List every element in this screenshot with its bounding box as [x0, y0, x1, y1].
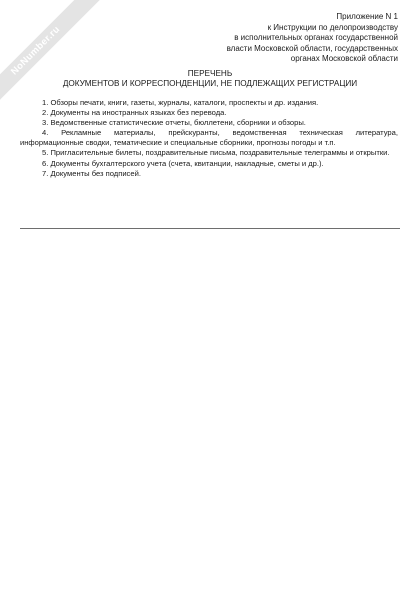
list-item: 7. Документы без подписей.	[42, 168, 141, 178]
appendix-line: власти Московской области, государственных	[226, 43, 398, 53]
watermark-banner: NoNumber.ru	[0, 0, 106, 124]
list-item: 5. Пригласительные билеты, поздравительные письма, поздравительные телеграммы и открытки.	[42, 148, 390, 158]
appendix-line: органах Московской области	[290, 54, 398, 64]
document-heading	[20, 69, 400, 90]
heading-subtitle: ДОКУМЕНТОВ И КОРРЕСПОНДЕНЦИИ, НЕ ПОДЛЕЖАЩИХ РЕГИСТРАЦИИ	[62, 79, 358, 89]
list-item: 1. Обзоры печати, книги, газеты, журналы, каталоги, проспекты и др. издания.	[42, 98, 319, 107]
heading-title: ПЕРЕЧЕНЬ	[187, 69, 233, 78]
appendix-line: в исполнительных органах государственной	[234, 33, 398, 43]
list-item: 4. Рекламные материалы, прейскуранты, ведомственная техническая литература, информационные сводки, тематические и специальные сборники, прогнозы погоды и т.п.	[20, 128, 398, 148]
appendix-line: к Инструкции по делопроизводству	[267, 22, 398, 32]
items-list	[20, 98, 398, 179]
list-item: 3. Ведомственные статистические отчеты, бюллетени, сборники и обзоры.	[42, 118, 306, 128]
appendix-block	[178, 12, 398, 65]
list-item: 6. Документы бухгалтерского учета (счета, квитанции, накладные, сметы и др.).	[42, 158, 324, 168]
divider-line	[20, 228, 400, 229]
list-item: 2. Документы на иностранных языках без перевода.	[42, 108, 227, 118]
appendix-line: Приложение N 1	[336, 12, 398, 21]
